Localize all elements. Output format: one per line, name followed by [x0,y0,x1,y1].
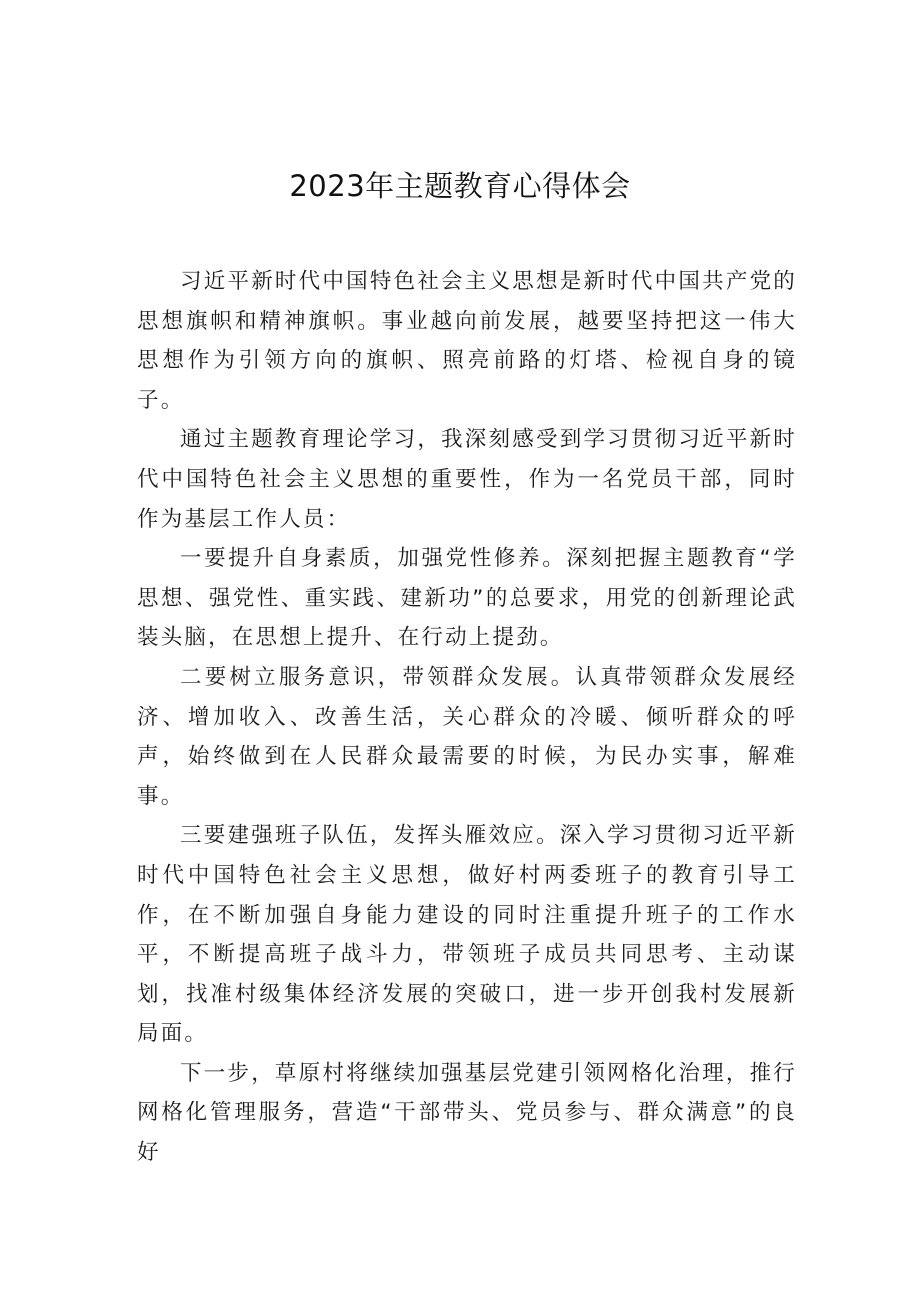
paragraph-next-step: 下一步，草原村将继续加强基层党建引领网格化治理，推行网格化管理服务，营造“干部带头、党员参与、群众满意”的良好 [137,1060,797,1166]
document-title: 2023年主题教育心得体会 [289,169,631,203]
paragraph-study: 通过主题教育理论学习，我深刻感受到学习贯彻习近平新时代中国特色社会主义思想的重要性，作为一名党员干部，同时作为基层工作人员： [137,427,797,532]
document-body [137,262,797,1173]
paragraph-point-three: 三要建强班子队伍，发挥头雁效应。深入学习贯彻习近平新时代中国特色社会主义思想，做好村两委班子的教育引导工作，在不断加强自身能力建设的同时注重提升班子的工作水平，不断提高班子战斗力，带领班子成员共同思考、主动谋划，找准村级集体经济发展的突破口，进一步开创我村发展新局面。 [137,823,797,1047]
paragraph-intro: 习近平新时代中国特色社会主义思想是新时代中国共产党的思想旗帜和精神旗帜。事业越向前发展，越要坚持把这一伟大思想作为引领方向的旗帜、照亮前路的灯塔、检视自身的镜子。 [137,269,797,413]
paragraph-point-two: 二要树立服务意识，带领群众发展。认真带领群众发展经济、增加收入、改善生活，关心群众的冷暖、倾听群众的呼声，始终做到在人民群众最需要的时候，为民办实事，解难事。 [137,664,797,809]
paragraph-point-one: 一要提升自身素质，加强党性修养。深刻把握主题教育“学思想、强党性、重实践、建新功”的总要求，用党的创新理论武装头脑，在思想上提升、在行动上提劲。 [137,546,797,651]
